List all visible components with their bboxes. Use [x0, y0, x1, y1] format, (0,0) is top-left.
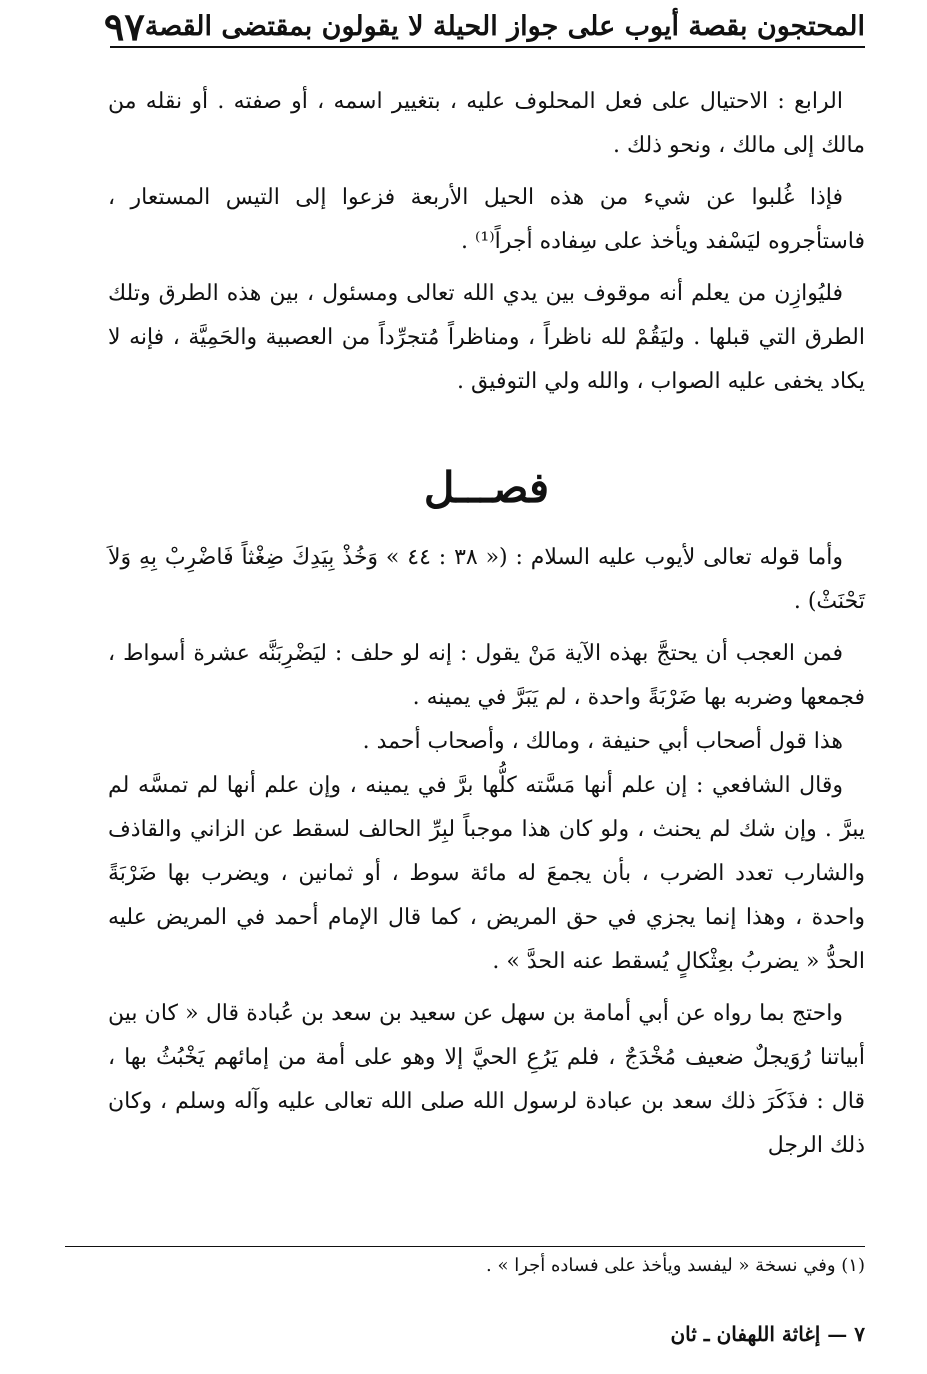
header-rule [110, 46, 865, 48]
paragraph: الرابع : الاحتيال على فعل المحلوف عليه ، بتغيير اسمه ، أو صفته . أو نقله من مالك إلى مالك ، ونحو ذلك . [108, 89, 865, 158]
paragraph: وقال الشافعي : إن علم أنها مَسَّته كلُّها برَّ في يمينه ، وإن علم أنها لم تمسَّه لم يبرَّ . وإن شك لم يحنث ، ولو كان هذا موجباً لبِرِّ الحالف لسقط عن الزاني والقاذف والشارب تعدد الضرب ، بأن يجمعَ له مائة سوط ، أو ثمانين ، ويضرب بها ضَرْبَةً واحدة ، وهذا إنما يجزي في حق المريض ، كما قال الإمام أحمد في المريض عليه الحدُّ « يضربُ بعِثْكالٍ يُسقط عنه الحدَّ » . [108, 773, 866, 974]
section-heading: فصـــل [423, 463, 550, 512]
running-header-title: المحتجون بقصة أيوب على جواز الحيلة لا يقولون بمقتضى القصة [144, 10, 865, 42]
paragraph: وأما قوله تعالى لأيوب عليه السلام : (« ٣٨ : ٤٤ » وَخُذْ بِيَدِكَ ضِغْثاً فَاضْرِبْ بِهِ وَلاَ تَحْنَثْ) . [108, 545, 865, 614]
main-text [108, 80, 865, 1176]
paragraph: فمن العجب أن يحتجَّ بهذه الآية مَنْ يقول : إنه لو حلف : ليَضْرِبَنَّه عشرة أسواط ، فجمعها وضربه بها ضَرْبَةً واحدة ، لم يَبَرَّ في يمينه . [108, 641, 865, 710]
page-footer: ٧ — إغاثة اللهفان ـ ثان [670, 1322, 865, 1346]
running-header [103, 3, 865, 49]
footnote: (١) وفي نسخة « ليفسد ويأخذ على فساده أجرا » . [486, 1255, 865, 1276]
paragraph: هذا قول أصحاب أبي حنيفة ، ومالك ، وأصحاب أحمد . [362, 729, 843, 754]
paragraph: واحتج بما رواه عن أبي أمامة بن سهل عن سعيد بن سعد بن عُبادة قال « كان بين أبياتنا رُوَيجلٌ ضعيف مُخْدَجٌ ، فلم يَرُعِ الحيَّ إلا وهو على أمة من إمائهم يَخْبُثُ بها ، قال : فذَكَرَ ذلك سعد بن عبادة لرسول الله صلى الله تعالى عليه وآله وسلم ، وكان ذلك الرجل [108, 1001, 865, 1158]
page-number: ٩٧ [103, 3, 145, 49]
footnote-rule [65, 1246, 865, 1247]
paragraph: فإذا غُلبوا عن شيء من هذه الحيل الأربعة فزعوا إلى التيس المستعار ، فاستأجروه ليَسْفد ويأخذ على سِفاده أجراً⁽¹⁾ . [108, 185, 865, 254]
paragraph: فليُوازِن من يعلم أنه موقوف بين يدي الله تعالى ومسئول ، بين هذه الطرق وتلك الطرق التي قبلها . وليَقُمْ لله ناظراً ، ومناظراً مُتجرِّداً من العصبية والحَمِيَّة ، فإنه لا يكاد يخفى عليه الصواب ، والله ولي التوفيق . [108, 281, 865, 394]
